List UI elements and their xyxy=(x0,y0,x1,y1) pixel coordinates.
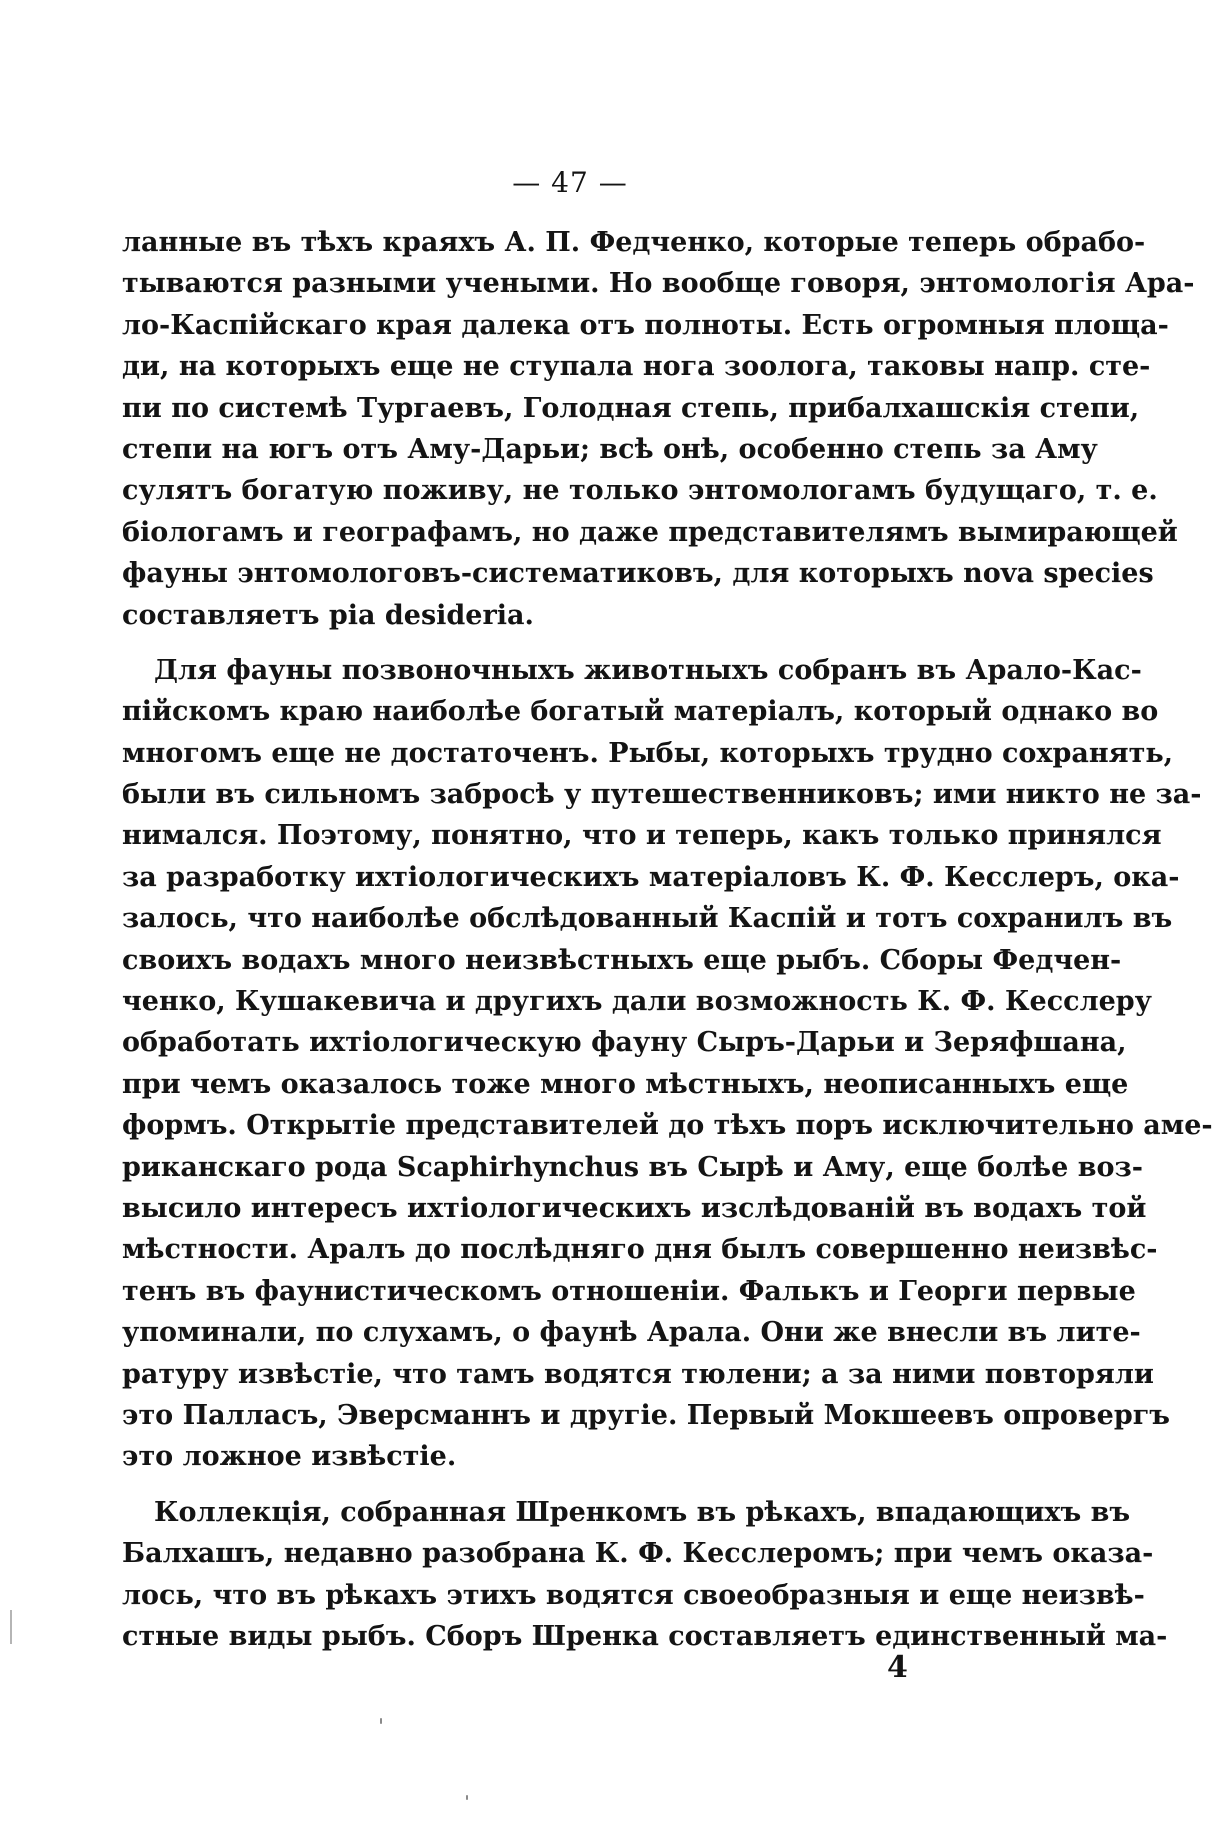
text-line: ченко, Кушакевича и другихъ дали возможность К. Ф. Кесслеру xyxy=(122,986,1152,1018)
signature-mark: 4 xyxy=(887,1650,908,1685)
text-line: это ложное извѣстіе. xyxy=(122,1441,457,1473)
text-line: Балхашъ, недавно разобрана К. Ф. Кесслеромъ; при чемъ оказа- xyxy=(122,1538,1154,1570)
text-line: пи по системѣ Тургаевъ, Голодная степь, прибалхашскія степи, xyxy=(122,392,1140,424)
text-line: фауны энтомологовъ-систематиковъ, для которыхъ nova species xyxy=(122,558,1154,590)
body-text xyxy=(122,222,1213,1657)
text-line: степи на югъ отъ Аму-Дарьи; всѣ онѣ, особенно степь за Аму xyxy=(122,433,1098,465)
paragraph-gap xyxy=(122,1478,990,1492)
text-line: высило интересъ ихтіологическихъ изслѣдованій въ водахъ той xyxy=(122,1192,1147,1224)
text-line: ланные въ тѣхъ краяхъ А. П. Федченко, которые теперь обрабо- xyxy=(122,227,1146,258)
text-line: нимался. Поэтому, понятно, что и теперь, какъ только принялся xyxy=(122,820,1162,852)
scan-speck xyxy=(380,1718,382,1724)
text-line: это Палласъ, Эверсманнъ и другіе. Первый Мокшеевъ опровергъ xyxy=(122,1399,1170,1431)
text-line: ратуру извѣстіе, что тамъ водятся тюлени; а за ними повторяли xyxy=(122,1358,1154,1390)
text-line: тываются разными учеными. Но вообще говоря, энтомологія Ара- xyxy=(122,268,1195,300)
text-line: риканскаго рода Scaphirhynchus въ Сырѣ и Аму, еще болѣе воз- xyxy=(122,1151,1143,1183)
text-line: за разработку ихтіологическихъ матеріаловъ К. Ф. Кесслеръ, ока- xyxy=(122,861,1180,893)
text-line: Коллекція, собранная Шренкомъ въ рѣкахъ, впадающихъ въ xyxy=(154,1496,1131,1528)
scan-speck xyxy=(466,1795,468,1800)
text-line: Для фауны позвоночныхъ животныхъ собранъ въ Арало-Кас- xyxy=(154,654,1142,686)
text-line: формъ. Открытіе представителей до тѣхъ поръ исключительно аме- xyxy=(122,1110,1213,1142)
text-line: обработать ихтіологическую фауну Сыръ-Дарьи и Зеряфшана, xyxy=(122,1027,1127,1059)
paragraph-gap xyxy=(122,636,990,650)
text-line: мѣстности. Аралъ до послѣдняго дня былъ совершенно неизвѣс- xyxy=(122,1234,1158,1266)
text-line: тенъ въ фаунистическомъ отношеніи. Фалькъ и Георги первые xyxy=(122,1275,1136,1307)
text-line: многомъ еще не достаточенъ. Рыбы, которыхъ трудно сохранять, xyxy=(122,737,1174,769)
page-number: — 47 — xyxy=(512,166,628,199)
text-line: при чемъ оказалось тоже много мѣстныхъ, неописанныхъ еще xyxy=(122,1068,1129,1100)
text-line: лось, что въ рѣкахъ этихъ водятся своеобразныя и еще неизвѣ- xyxy=(122,1579,1145,1611)
text-line: были въ сильномъ забросѣ у путешественниковъ; ими никто не за- xyxy=(122,779,1202,811)
text-line: ло-Каспійскаго края далека отъ полноты. Есть огромныя площа- xyxy=(122,309,1169,341)
text-line: біологамъ и географамъ, но даже представителямъ вымирающей xyxy=(122,516,1178,548)
text-line: своихъ водахъ много неизвѣстныхъ еще рыбъ. Сборы Федчен- xyxy=(122,944,1122,976)
text-line: залось, что наиболѣе обслѣдованный Каспій и тотъ сохранилъ въ xyxy=(122,903,1173,935)
text-line: сулятъ богатую поживу, не только энтомологамъ будущаго, т. е. xyxy=(122,475,1158,507)
text-line: ди, на которыхъ еще не ступала нога зоолога, таковы напр. сте- xyxy=(122,351,1151,383)
text-line: пійскомъ краю наиболѣе богатый матеріалъ, который однако во xyxy=(122,696,1159,728)
text-line: упоминали, по слухамъ, о фаунѣ Арала. Они же внесли въ лите- xyxy=(122,1317,1141,1349)
scan-edge-mark xyxy=(10,1610,12,1644)
text-line: стные виды рыбъ. Сборъ Шренка составляетъ единственный ма- xyxy=(122,1620,1168,1652)
text-line: составляетъ pia desideria. xyxy=(122,599,534,631)
